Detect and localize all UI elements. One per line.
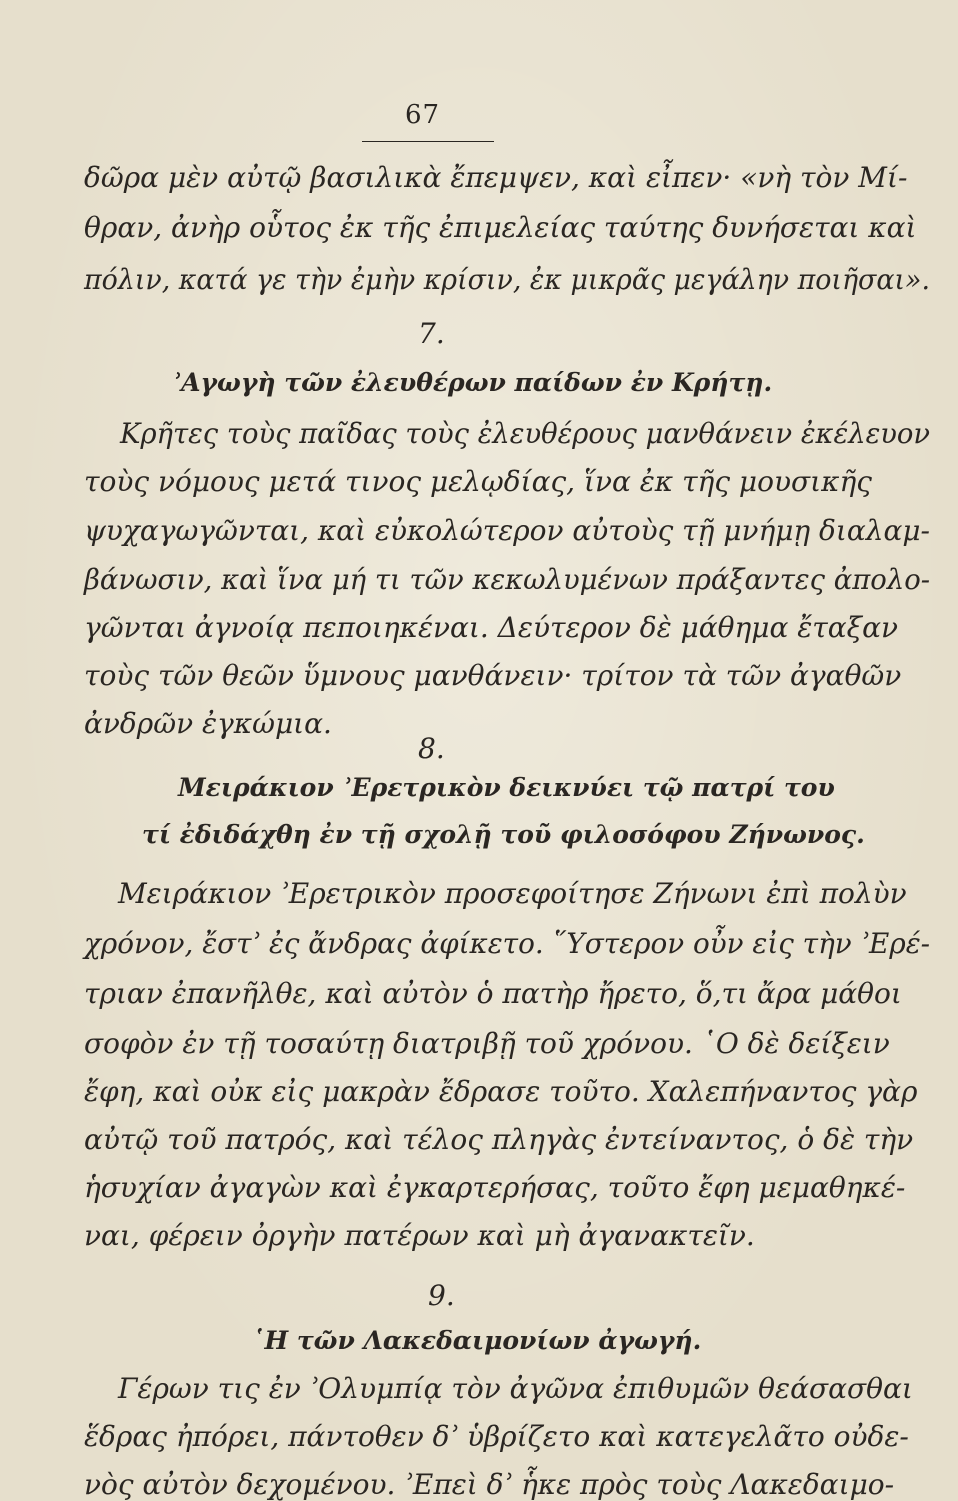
text-line: νὸς αὐτὸν δεχομένου. ʾΕπεὶ δʾ ἧκε πρὸς τοὺς Λακεδαιμο- bbox=[84, 1468, 895, 1501]
text-line: ναι, φέρειν ὀργὴν πατέρων καὶ μὴ ἀγανακτεῖν. bbox=[84, 1219, 755, 1252]
section-8-heading-line-2: τί ἐδιδάχθη ἐν τῇ σχολῇ τοῦ φιλοσόφου Ζήνωνος. bbox=[142, 820, 865, 849]
text-line: Κρῆτες τοὺς παῖδας τοὺς ἐλευθέρους μανθάνειν ἐκέλευον bbox=[120, 417, 931, 450]
text-line: τοὺς τῶν θεῶν ὕμνους μανθάνειν· τρίτον τὰ τῶν ἀγαθῶν bbox=[84, 659, 902, 692]
section-7-heading: ʾΑγωγὴ τῶν ἐλευθέρων παίδων ἐν Κρήτῃ. bbox=[172, 368, 773, 397]
text-line: δῶρα μὲν αὐτῷ βασιλικὰ ἔπεμψεν, καὶ εἶπεν· «νὴ τὸν Μί- bbox=[84, 161, 908, 194]
text-line: αὐτῷ τοῦ πατρός, καὶ τέλος πληγὰς ἐντείναντος, ὁ δὲ τὴν bbox=[84, 1123, 914, 1156]
text-line: ἔφη, καὶ οὐκ εἰς μακρὰν ἔδρασε τοῦτο. Χαλεπήναντος γὰρ bbox=[84, 1075, 918, 1108]
section-9-number: 9. bbox=[428, 1279, 455, 1312]
section-7-number: 7. bbox=[418, 317, 445, 350]
text-line: τριαν ἐπανῆλθε, καὶ αὐτὸν ὁ πατὴρ ἤρετο, ὅ,τι ἄρα μάθοι bbox=[84, 977, 902, 1010]
text-line: ψυχαγωγῶνται, καὶ εὐκολώτερον αὐτοὺς τῇ μνήμῃ διαλαμ- bbox=[84, 514, 930, 547]
text-line: χρόνον, ἔστʾ ἐς ἄνδρας ἀφίκετο. ῞Υστερον οὖν εἰς τὴν ʾΕρέ- bbox=[84, 927, 931, 960]
page-number: 67 bbox=[405, 100, 441, 130]
text-line: γῶνται ἀγνοίᾳ πεποιηκέναι. Δεύτερον δὲ μάθημα ἔταξαν bbox=[84, 611, 899, 644]
text-line: Μειράκιον ʾΕρετρικὸν προσεφοίτησε Ζήνωνι ἐπὶ πολὺν bbox=[118, 877, 907, 910]
page-number-rule bbox=[362, 141, 494, 142]
text-line: βάνωσιν, καὶ ἵνα μή τι τῶν κεκωλυμένων πράξαντες ἀπολο- bbox=[84, 563, 931, 596]
text-line: σοφὸν ἐν τῇ τοσαύτῃ διατριβῇ τοῦ χρόνου. ῾Ο δὲ δείξειν bbox=[84, 1027, 890, 1060]
text-line: Γέρων τις ἐν ʾΟλυμπίᾳ τὸν ἀγῶνα ἐπιθυμῶν θεάσασθαι bbox=[118, 1372, 913, 1405]
text-line: ἡσυχίαν ἀγαγὼν καὶ ἐγκαρτερήσας, τοῦτο ἔφη μεμαθηκέ- bbox=[84, 1171, 906, 1204]
text-line: τοὺς νόμους μετά τινος μελῳδίας, ἵνα ἐκ τῆς μουσικῆς bbox=[84, 465, 872, 498]
section-8-heading-line-1: Μειράκιον ʾΕρετρικὸν δεικνύει τῷ πατρί του bbox=[178, 773, 835, 802]
section-8-number: 8. bbox=[418, 732, 445, 765]
text-line: πόλιν, κατά γε τὴν ἐμὴν κρίσιν, ἐκ μικρᾶς μεγάλην ποιῆσαι». bbox=[84, 263, 931, 296]
text-line: ἀνδρῶν ἐγκώμια. bbox=[84, 707, 332, 740]
section-9-heading: ῾Η τῶν Λακεδαιμονίων ἀγωγή. bbox=[252, 1326, 702, 1355]
text-line: θραν, ἀνὴρ οὗτος ἐκ τῆς ἐπιμελείας ταύτης δυνήσεται καὶ bbox=[84, 211, 917, 244]
text-line: ἕδρας ἠπόρει, πάντοθεν δʾ ὑβρίζετο καὶ κατεγελᾶτο οὐδε- bbox=[84, 1420, 909, 1453]
